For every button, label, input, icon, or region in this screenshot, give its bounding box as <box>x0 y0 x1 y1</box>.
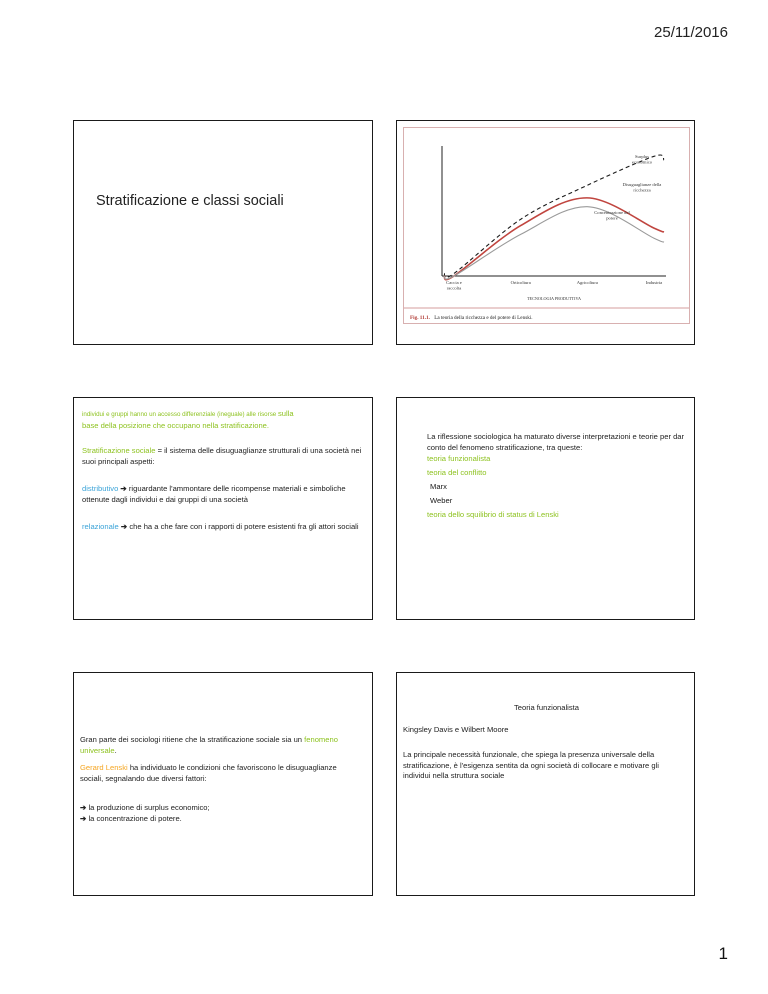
theories-list <box>427 452 559 522</box>
chart-caption-text: La teoria della ricchezza e del potere di Lenski. <box>434 315 533 321</box>
factor-item <box>80 803 360 814</box>
factor-text: la produzione di surplus economico; <box>86 803 210 812</box>
series-label: Disuguaglianze della ricchezza <box>622 182 662 193</box>
lenski-name: Gerard Lenski <box>80 763 128 772</box>
slide-functionalist <box>396 672 695 896</box>
functionalist-authors: Kingsley Davis e Wilbert Moore <box>403 725 509 734</box>
series-line <box>444 198 664 280</box>
lenski-chart <box>403 127 690 324</box>
lenski-chart-svg <box>404 128 689 323</box>
series-label: Surplus economico <box>631 154 653 165</box>
arrow-icon: ➔ <box>80 813 87 823</box>
chart-xlabel: TECNOLOGIA PRODUTTIVA <box>526 296 582 301</box>
slide-chart <box>396 120 695 345</box>
distributive-text: riguardante l'ammontare delle ricompense materiali e simboliche ottenute dagli individui e dai gruppi di una società <box>82 484 346 504</box>
slide-title-text: Stratificazione e classi sociali <box>96 193 284 209</box>
universal-end: . <box>114 745 117 755</box>
theory-item: teoria del conflitto <box>427 468 487 477</box>
lenski-paragraph <box>80 763 360 784</box>
distributive-paragraph <box>82 484 362 505</box>
relational-paragraph <box>82 522 362 533</box>
x-tick-label: Agricoltura <box>576 280 598 285</box>
functionalist-title: Teoria funzionalista <box>513 703 579 712</box>
theory-subitem: Marx <box>430 482 447 491</box>
intro-rest-text: sulla <box>277 409 294 418</box>
slide-title <box>73 120 373 345</box>
series-label: Concentrazione del potere <box>594 210 630 221</box>
factor-list <box>80 803 360 824</box>
definition-text: = il sistema delle disuguaglianze strutturali di una società nei suoi principali aspetti: <box>82 446 362 466</box>
chart-caption <box>410 315 533 321</box>
theory-item: teoria dello squilibrio di status di Lenski <box>427 510 559 519</box>
universal-term: fenomeno universale <box>80 735 338 755</box>
intro-small-text: individui e gruppi hanno un accesso differenziale (ineguale) alle risorse <box>82 411 278 418</box>
x-tick-label: Caccia e raccolta <box>446 280 462 291</box>
series-line <box>444 207 664 279</box>
definition-term: Stratificazione sociale <box>82 446 156 455</box>
arrow-icon: ➔ <box>120 484 127 493</box>
factor-item <box>80 814 360 825</box>
factor-text: la concentrazione di potere. <box>86 813 182 823</box>
arrow-icon: ➔ <box>80 803 87 812</box>
arrow-icon: ➔ <box>120 522 128 531</box>
definition-paragraph <box>82 446 362 467</box>
theory-subitem: Weber <box>430 496 453 505</box>
x-tick-label: Industria <box>645 280 663 285</box>
x-tick-label: Orticoltura <box>510 280 531 285</box>
functionalist-body: La principale necessità funzionale, che spiega la presenza universale della stratificazione, è l'esigenza sentita da ogni società di collocare e motivare gli individui nella struttura sociale <box>403 750 659 780</box>
universal-paragraph <box>80 735 360 756</box>
slide-lenski <box>73 672 373 896</box>
lenski-text: ha individuato le condizioni che favoriscono le disuguaglianze sociali, segnalando due diversi fattori: <box>80 763 337 783</box>
distributive-term: distributivo <box>82 484 119 493</box>
theory-item: teoria funzionalista <box>427 454 491 463</box>
page-date: 25/11/2016 <box>654 24 728 41</box>
chart-caption-prefix: Fig. 11.1. <box>410 315 430 321</box>
theories-intro: La riflessione sociologica ha maturato diverse interpretazioni e teorie per dar conto del fenomeno stratificazione, tra queste: <box>427 432 685 452</box>
relational-text: che ha a che fare con i rapporti di potere esistenti fra gli attori sociali <box>127 522 359 531</box>
page-number: 1 <box>718 944 728 963</box>
intro-line2: base della posizione che occupano nella stratificazione. <box>82 420 270 430</box>
slide-theories <box>396 397 695 620</box>
intro-paragraph <box>82 409 367 431</box>
relational-term: relazionale <box>82 522 119 531</box>
universal-text: Gran parte dei sociologi ritiene che la stratificazione sociale sia un <box>80 735 305 744</box>
slide-stratification-def <box>73 397 373 620</box>
